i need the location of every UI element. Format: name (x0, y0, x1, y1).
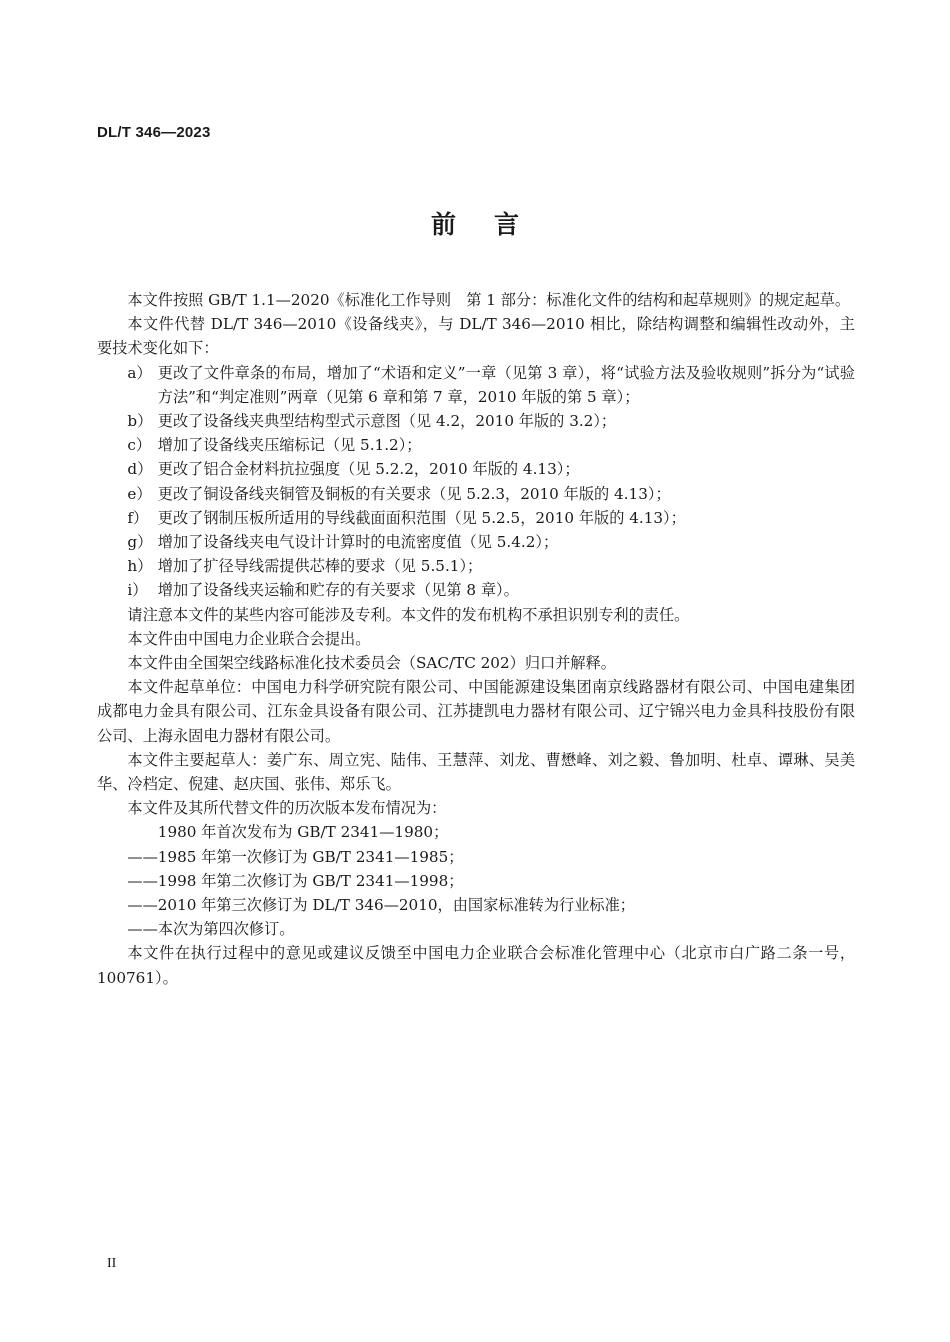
list-text: 增加了设备线夹压缩标记（见 5.1.2）； (157, 436, 422, 455)
list-marker: f） (127, 508, 149, 527)
paragraph-committee: 本文件由全国架空线路标准化技术委员会（SAC/TC 202）归口并解释。 (127, 654, 616, 673)
paragraph-patent-notice: 请注意本文件的某些内容可能涉及专利。本文件的发布机构不承担识别专利的责任。 (127, 605, 690, 624)
paragraph-history-intro: 本文件及其所代替文件的历次版本发布情况为： (127, 799, 447, 818)
list-marker: i） (127, 581, 148, 600)
paragraph-proposer: 本文件由中国电力企业联合会提出。 (127, 629, 371, 648)
list-text: 增加了设备线夹电气设计计算时的电流密度值（见 5.4.2）； (157, 533, 559, 552)
list-item (97, 506, 855, 530)
list-item (97, 530, 855, 554)
list-text: 更改了铜设备线夹铜管及铜板的有关要求（见 5.2.3，2010 年版的 4.13）； (157, 484, 671, 503)
list-text: 更改了设备线夹典型结构型式示意图（见 4.2，2010 年版的 3.2）； (157, 412, 617, 431)
list-item (97, 482, 855, 506)
list-marker: h） (127, 557, 153, 576)
list-text: 更改了钢制压板所适用的导线截面面积范围（见 5.2.5，2010 年版的 4.13）； (157, 508, 686, 527)
paragraph-replacement: 本文件代替 DL/T 346—2010《设备线夹》，与 DL/T 346—2010 相比，除结构调整和编辑性改动外，主要技术变化如下： (97, 315, 855, 358)
list-marker: g） (127, 533, 153, 552)
list-text: 更改了文件章条的布局，增加了“术语和定义”一章（见第 3 章），将“试验方法及验收规则”拆分为“试验方法”和“判定准则”两章（见第 6 章和第 7 章，2010 年版的第 5 章）； (157, 363, 855, 406)
history-item: 1980 年首次发布为 GB/T 2341—1980； (157, 823, 449, 842)
preface-body (97, 288, 855, 990)
paragraph-drafters: 本文件主要起草人：姜广东、周立宪、陆伟、王慧萍、刘龙、曹懋峰、刘之毅、鲁加明、杜卓、谭琳、吴美华、冷档定、倪建、赵庆国、张伟、郑乐飞。 (97, 750, 855, 794)
history-item: ——1998 年第二次修订为 GB/T 2341—1998； (127, 871, 464, 890)
list-item (97, 409, 855, 433)
list-item (97, 361, 855, 409)
paragraph-drafting-rules: 本文件按照 GB/T 1.1—2020《标准化工作导则 第 1 部分：标准化文件的结构和起草规则》的规定起草。 (127, 291, 851, 309)
history-item: ——2010 年第三次修订为 DL/T 346—2010，由国家标准转为行业标准； (127, 896, 635, 915)
paragraph-drafting-units: 本文件起草单位：中国电力科学研究院有限公司、中国能源建设集团南京线路器材有限公司、中国电建集团成都电力金具有限公司、江东金具设备有限公司、江苏捷凯电力器材有限公司、辽宁锦兴电力金具科技股份有限公司、上海永固电力器材有限公司。 (97, 678, 855, 745)
list-marker: b） (127, 412, 153, 431)
history-item: ——本次为第四次修订。 (127, 920, 295, 939)
list-item (97, 554, 855, 578)
page-number: II (107, 1256, 117, 1271)
list-item (97, 433, 855, 457)
list-marker: e） (127, 484, 152, 503)
history-item: ——1985 年第一次修订为 GB/T 2341—1985； (127, 847, 464, 866)
list-item (97, 457, 855, 481)
list-marker: c） (127, 436, 152, 455)
document-code: DL/T 346—2023 (97, 124, 211, 141)
list-text: 更改了铝合金材料抗拉强度（见 5.2.2，2010 年版的 4.13）； (157, 460, 580, 479)
list-marker: d） (127, 460, 153, 479)
list-item (97, 578, 855, 602)
list-marker: a） (127, 363, 152, 382)
list-text: 增加了扩径导线需提供芯棒的要求（见 5.5.1）； (157, 557, 483, 576)
list-text: 增加了设备线夹运输和贮存的有关要求（见第 8 章）。 (157, 581, 519, 600)
paragraph-feedback: 本文件在执行过程中的意见或建议反馈至中国电力企业联合会标准化管理中心（北京市白广路二条一号，100761）。 (97, 944, 855, 987)
page-title: 前言 (430, 210, 557, 239)
